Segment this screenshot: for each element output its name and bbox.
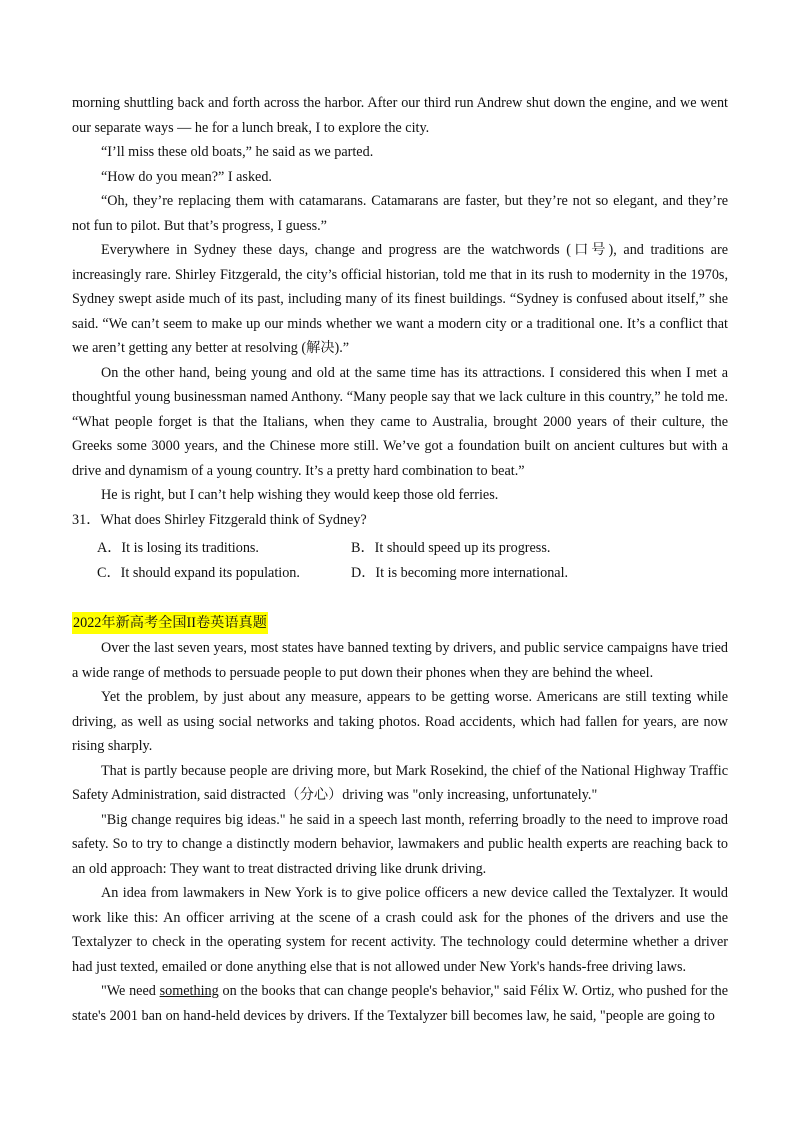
passage-one-paragraph-1: morning shuttling back and forth across the harbor. After our third run Andrew shut down the engine, and we went our separate ways — he for a lunch break, I to explore the city. — [72, 95, 728, 136]
quote-rest: on the books that can change people's behavior," said Félix W. Ortiz, who pushed for the state's 2001 ban on hand-held devices by drivers. If the Textalyzer bill becomes law, he said, "people are going to — [72, 983, 729, 1024]
section-heading: 2022年新高考全国II卷英语真题 — [72, 612, 268, 634]
option-b[interactable]: B．It should speed up its progress. — [351, 540, 551, 556]
passage-two-paragraph-6 — [72, 979, 728, 1028]
passage-one — [72, 91, 728, 532]
passage-one-paragraph-7: He is right, but I can’t help wishing they would keep those old ferries. — [101, 487, 499, 503]
question-31-options — [97, 536, 697, 588]
passage-one-paragraph-6: On the other hand, being young and old at the same time has its attractions. I considered this when I met a thoughtful young businessman named Anthony. “Many people say that we lack culture in this country,” he told me. “What people forget is that the Italians, when they came to Australia, brought 2000 years of their culture, the Greeks some 3000 years, and the Chinese more still. We’ve got a foundation built on ancient cultures but with a drive and dynamism of a young country. It’s a pretty hard combination to beat.” — [72, 364, 728, 479]
option-d[interactable]: D．It is becoming more international. — [351, 565, 569, 581]
option-c[interactable]: C．It should expand its population. — [97, 565, 300, 581]
passage-two-paragraph-1: Over the last seven years, most states have banned texting by drivers, and public service campaigns have tried a wide range of methods to persuade people to put down their phones when they are behind the wheel. — [72, 640, 728, 681]
passage-two — [72, 636, 728, 1028]
passage-one-paragraph-2: “I’ll miss these old boats,” he said as we parted. — [101, 144, 374, 160]
quote-opening: "We need — [101, 983, 160, 999]
passage-two-paragraph-3: That is partly because people are driving more, but Mark Rosekind, the chief of the National Highway Traffic Safety Administration, said distracted（分心）driving was "only increasing, unfortunately." — [72, 762, 728, 803]
question-31-stem: 31．What does Shirley Fitzgerald think of Sydney? — [72, 511, 367, 528]
passage-two-paragraph-2: Yet the problem, by just about any measure, appears to be getting worse. Americans are still texting while driving, as well as using social networks and taking photos. Road accidents, which had fallen for years, are now rising sharply. — [72, 689, 728, 754]
underlined-word: something — [159, 983, 219, 999]
passage-one-paragraph-4: “Oh, they’re replacing them with catamarans. Catamarans are faster, but they’re not so elegant, and they’re not fun to pilot. But that’s progress, I guess.” — [72, 193, 728, 234]
passage-two-paragraph-4: "Big change requires big ideas." he said in a speech last month, referring broadly to the need to improve road safety. So to try to change a distinctly modern behavior, lawmakers and public health experts are reaching back to an old approach: They want to treat distracted driving like drunk driving. — [72, 811, 728, 877]
passage-two-paragraph-5: An idea from lawmakers in New York is to give police officers a new device called the Textalyzer. It would work like this: An officer arriving at the scene of a crash could ask for the phones of the drivers and use the Textalyzer to check in the operating system for recent activity. The technology could determine whether a driver had just texted, emailed or done anything else that is not allowed under New York's hands-free driving laws. — [72, 885, 728, 975]
option-a[interactable]: A．It is losing its traditions. — [97, 540, 259, 556]
passage-one-paragraph-5: Everywhere in Sydney these days, change and progress are the watchwords (口号), and traditions are increasingly rare. Shirley Fitzgerald, the city’s official historian, told me that in its rush to modernity in the 1970s, Sydney swept aside much of its past, including many of its finest buildings. “Sydney is confused about itself,” she said. “We can’t seem to make up our minds whether we want a modern city or a traditional one. It’s a conflict that we aren’t getting any better at resolving (解决).” — [72, 242, 728, 356]
passage-one-paragraph-3: “How do you mean?” I asked. — [101, 168, 272, 185]
